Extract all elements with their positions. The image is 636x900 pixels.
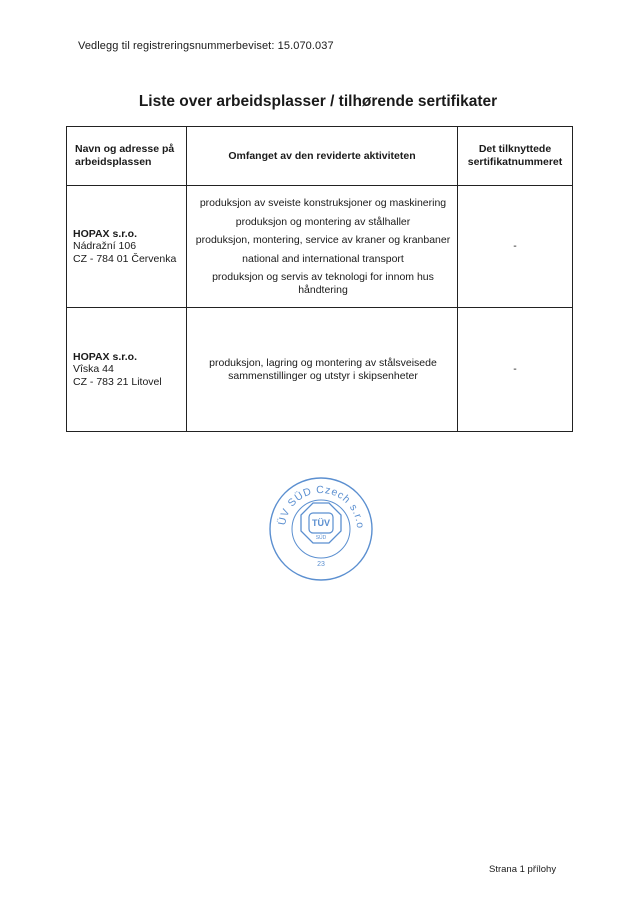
activity-item: national and international transport	[242, 252, 404, 265]
cert-number-value: -	[513, 363, 517, 376]
table-row	[73, 308, 185, 431]
activity-item: produksjon og servis av teknologi for innom hus håndtering	[212, 271, 434, 296]
header-site-label: Navn og adresse på arbeidsplassen	[75, 143, 175, 168]
table-row	[73, 186, 185, 307]
header-cert-label: Det tilknyttede sertifikatnummeret	[467, 143, 563, 168]
activity-item: produksjon og montering av stålhaller	[235, 215, 411, 228]
activities-list	[192, 186, 454, 307]
stamp-logo-top: TÜV	[312, 518, 330, 528]
activity-item: produksjon av sveiste konstruksjoner og maskinering	[199, 197, 447, 209]
certification-stamp	[268, 476, 374, 582]
cert-number-value: -	[513, 240, 517, 253]
cert-number	[458, 308, 572, 431]
stamp-number: 23	[317, 561, 325, 568]
page-title: Liste over arbeidsplasser / tilhørende sertifikater	[138, 93, 498, 110]
company-street: Vîska 44	[73, 363, 114, 376]
page-footer: Strana 1 přílohy	[489, 864, 557, 875]
header-scope-label: Omfanget av den reviderte aktiviteten	[228, 149, 416, 162]
attachment-reference: Vedlegg til registreringsnummerbeviset: 15.070.037	[78, 40, 334, 52]
company-name: HOPAX s.r.o.	[73, 227, 137, 240]
company-city: CZ - 783 21 Litovel	[73, 375, 162, 388]
stamp-ring-text: ÜV SÜD Czech s.r.o	[276, 483, 367, 530]
cert-number	[458, 186, 572, 307]
activity-item: produksjon, montering, service av kraner og kranbaner	[195, 234, 451, 246]
header-scope	[187, 127, 457, 185]
company-name: HOPAX s.r.o.	[73, 350, 137, 363]
header-site	[73, 127, 183, 185]
stamp-seal-icon	[268, 476, 374, 582]
company-street: Nádražní 106	[73, 240, 137, 253]
header-cert	[458, 127, 572, 185]
company-city: CZ - 784 01 Červenka	[73, 252, 177, 265]
activity-item: produksjon, lagring og montering av stålsveisede sammenstillinger og utstyr i skipsenheter	[209, 357, 437, 382]
stamp-logo-bottom: SÜD	[315, 535, 327, 541]
worksites-table	[66, 126, 573, 432]
activities-list	[192, 308, 454, 431]
